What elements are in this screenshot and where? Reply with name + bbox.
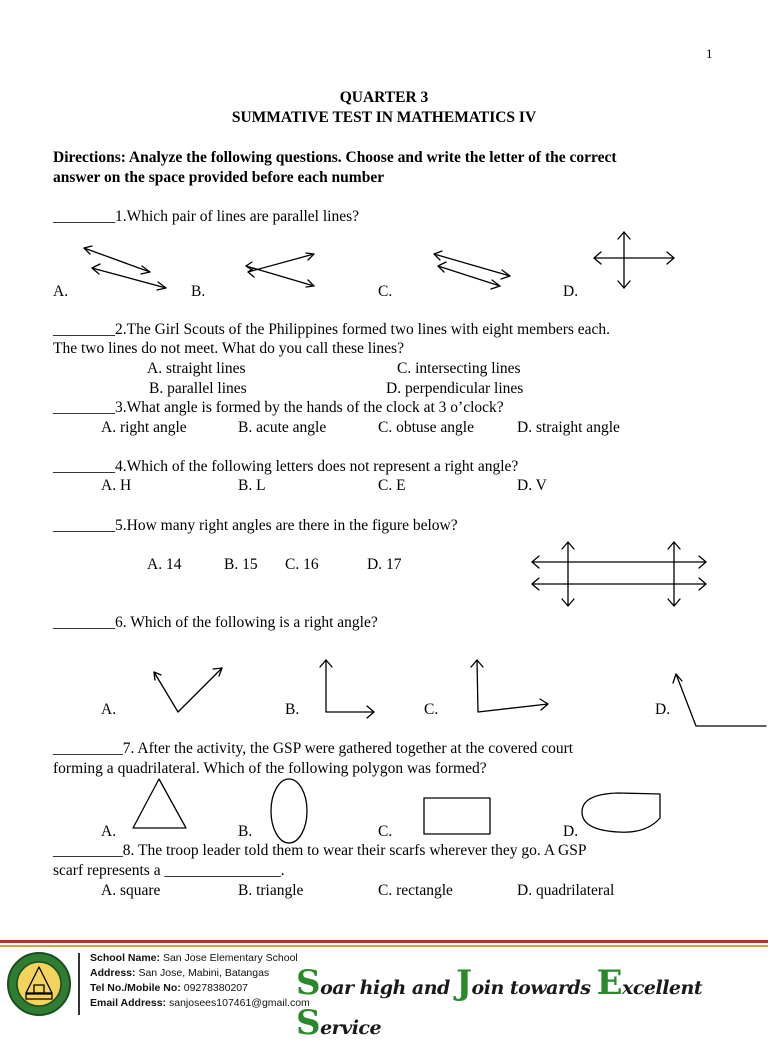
directions-line-1: Directions: Analyze the following questions. Choose and write the letter of the correct	[53, 149, 617, 166]
q4-option-c: C. E	[378, 477, 406, 494]
q7-label-a: A.	[101, 823, 117, 840]
q7-label-c: C.	[378, 823, 393, 840]
footer-email: Email Address: sanjosees107461@gmail.com	[90, 997, 310, 1009]
q2-option-b: B. parallel lines	[149, 380, 247, 397]
q7-figure-c-rectangle-shape	[422, 796, 492, 836]
q5-option-b: B. 15	[224, 556, 258, 573]
q6-label-d: D.	[655, 701, 671, 718]
footer-accent-rule	[0, 945, 768, 947]
q1-figure-c-parallel-arrows	[430, 248, 520, 293]
q7-figure-d-curved-shape	[578, 788, 662, 836]
q6-figure-c-angle	[468, 656, 552, 718]
q1-figure-a-parallel-arrows	[80, 244, 175, 294]
footer-address: Address: San Jose, Mabini, Batangas	[90, 967, 270, 979]
question-3-stem: ________3.What angle is formed by the hands of the clock at 3 o’clock?	[53, 399, 504, 416]
q2-option-d: D. perpendicular lines	[386, 380, 524, 397]
question-4-stem: ________4.Which of the following letters does not represent a right angle?	[53, 458, 519, 475]
q7-label-b: B.	[238, 823, 253, 840]
q1-figure-d-perpendicular-arrows	[592, 230, 676, 292]
test-title: SUMMATIVE TEST IN MATHEMATICS IV	[231, 109, 537, 126]
q6-figure-d-obtuse-angle	[670, 670, 768, 730]
q7-figure-b-oval-shape	[268, 776, 310, 846]
page-number: 1	[706, 46, 713, 61]
q6-label-c: C.	[424, 701, 439, 718]
q6-figure-a-acute-angle	[148, 664, 228, 718]
question-8-stem-cont: scarf represents a _______________.	[53, 862, 285, 879]
question-2-stem-cont: The two lines do not meet. What do you call these lines?	[53, 340, 404, 357]
q2-option-a: A. straight lines	[147, 360, 246, 377]
school-seal-icon	[6, 951, 72, 1017]
question-2-stem: ________2.The Girl Scouts of the Philippines formed two lines with eight members each.	[53, 321, 611, 338]
quarter-heading: QUARTER 3	[339, 89, 429, 106]
q6-label-b: B.	[285, 701, 300, 718]
q3-option-c: C. obtuse angle	[378, 419, 474, 436]
q7-label-d: D.	[563, 823, 579, 840]
q6-label-a: A.	[101, 701, 117, 718]
q5-option-c: C. 16	[285, 556, 319, 573]
footer-divider	[78, 953, 80, 1015]
q4-option-a: A. H	[101, 477, 132, 494]
q8-option-b: B. triangle	[238, 882, 304, 899]
q1-label-a: A.	[53, 283, 69, 300]
q2-option-c: C. intersecting lines	[397, 360, 521, 377]
q5-option-a: A. 14	[147, 556, 182, 573]
q6-figure-b-right-angle	[318, 656, 378, 718]
q3-option-a: A. right angle	[101, 419, 187, 436]
school-slogan: Soar high and Join towards Excellent Service	[296, 963, 703, 1043]
question-5-stem: ________5.How many right angles are there in the figure below?	[53, 517, 458, 534]
q1-label-d: D.	[563, 283, 579, 300]
q8-option-c: C. rectangle	[378, 882, 453, 899]
school-footer	[0, 940, 768, 1043]
question-7-stem: _________7. After the activity, the GSP were gathered together at the covered court	[53, 740, 574, 757]
q8-option-d: D. quadrilateral	[517, 882, 615, 899]
q1-label-b: B.	[191, 283, 206, 300]
footer-school-name: School Name: San Jose Elementary School	[90, 952, 298, 964]
question-1-stem: ________1.Which pair of lines are parallel lines?	[53, 208, 360, 225]
q5-figure-intersecting-lines	[530, 540, 710, 610]
question-7-stem-cont: forming a quadrilateral. Which of the following polygon was formed?	[53, 760, 487, 777]
q5-option-d: D. 17	[367, 556, 402, 573]
question-6-stem: ________6. Which of the following is a right angle?	[53, 614, 378, 631]
q3-option-b: B. acute angle	[238, 419, 327, 436]
footer-phone: Tel No./Mobile No: 09278380207	[90, 982, 248, 994]
q8-option-a: A. square	[101, 882, 161, 899]
q1-label-c: C.	[378, 283, 393, 300]
q1-figure-b-crossing-arrows	[242, 250, 322, 292]
q7-figure-a-triangle-shape	[130, 776, 190, 832]
q4-option-d: D. V	[517, 477, 547, 494]
directions-line-2: answer on the space provided before each number	[53, 169, 385, 186]
q3-option-d: D. straight angle	[517, 419, 620, 436]
question-8-stem: _________8. The troop leader told them to wear their scarfs wherever they go. A GSP	[53, 842, 587, 859]
q4-option-b: B. L	[238, 477, 266, 494]
